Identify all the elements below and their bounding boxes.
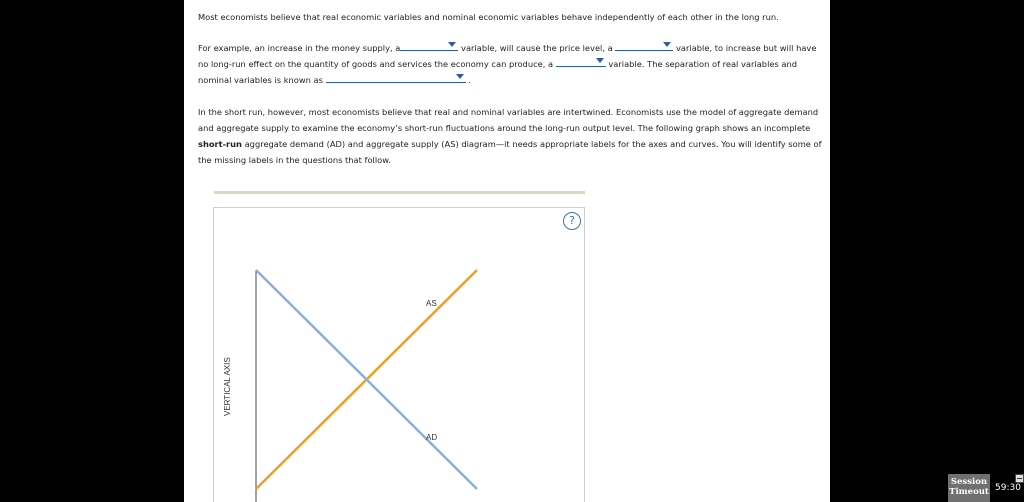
text-segment: variable. The separation of real variables and nominal variables is known as xyxy=(198,59,798,85)
vertical-axis-label: VERTICAL AXIS xyxy=(223,357,232,416)
text-segment: variable, will cause the price level, a xyxy=(461,43,613,53)
curves-group xyxy=(256,270,477,489)
question-page xyxy=(184,0,830,502)
minimize-button[interactable] xyxy=(1015,474,1024,483)
text-segment: In the short run, however, most economists believe that real and nominal variables are intertwined. Economists use the model of aggregate demand and aggregate supply to examine the economy’s short-run fluctuations around the long-run output level. The following graph shows an incomplete xyxy=(198,107,819,133)
section-divider xyxy=(214,191,585,194)
ad-as-diagram xyxy=(214,208,584,502)
bold-term: short-run xyxy=(198,139,242,149)
short-run-paragraph xyxy=(198,104,824,168)
fill-in-paragraph xyxy=(198,40,824,88)
text-segment: variable, to increase but will have no long-run effect on the quantity of goods and services the economy can produce, a xyxy=(198,43,817,69)
ad-as-graph-panel[interactable] xyxy=(213,207,585,502)
chevron-down-icon xyxy=(596,58,604,63)
output-dropdown[interactable] xyxy=(556,56,606,67)
chevron-down-icon xyxy=(663,42,671,47)
help-icon[interactable]: ? xyxy=(563,212,581,230)
session-timer: 59:30 xyxy=(992,474,1024,502)
chevron-down-icon xyxy=(448,42,456,47)
session-label-line2: Timeout xyxy=(949,487,989,497)
price-level-dropdown[interactable] xyxy=(615,40,673,51)
session-timeout-label xyxy=(948,474,990,502)
intro-paragraph: Most economists believe that real economic variables and nominal economic variables behave independently of each other in the long run. xyxy=(198,12,779,22)
text-segment: aggregate demand (AD) and aggregate supply (AS) diagram—it needs appropriate labels for the axes and curves. You will identify some of the missing labels in the questions that follow. xyxy=(198,139,822,165)
session-label-line1: Session xyxy=(950,477,988,487)
chevron-down-icon xyxy=(456,74,464,79)
ad-curve-label: AD xyxy=(426,433,438,442)
text-segment: . xyxy=(468,75,471,85)
as-curve-label: AS xyxy=(426,299,437,308)
text-segment: For example, an increase in the money supply, a xyxy=(198,43,401,53)
separation-dropdown[interactable] xyxy=(326,72,466,83)
money-supply-dropdown[interactable] xyxy=(400,40,458,51)
